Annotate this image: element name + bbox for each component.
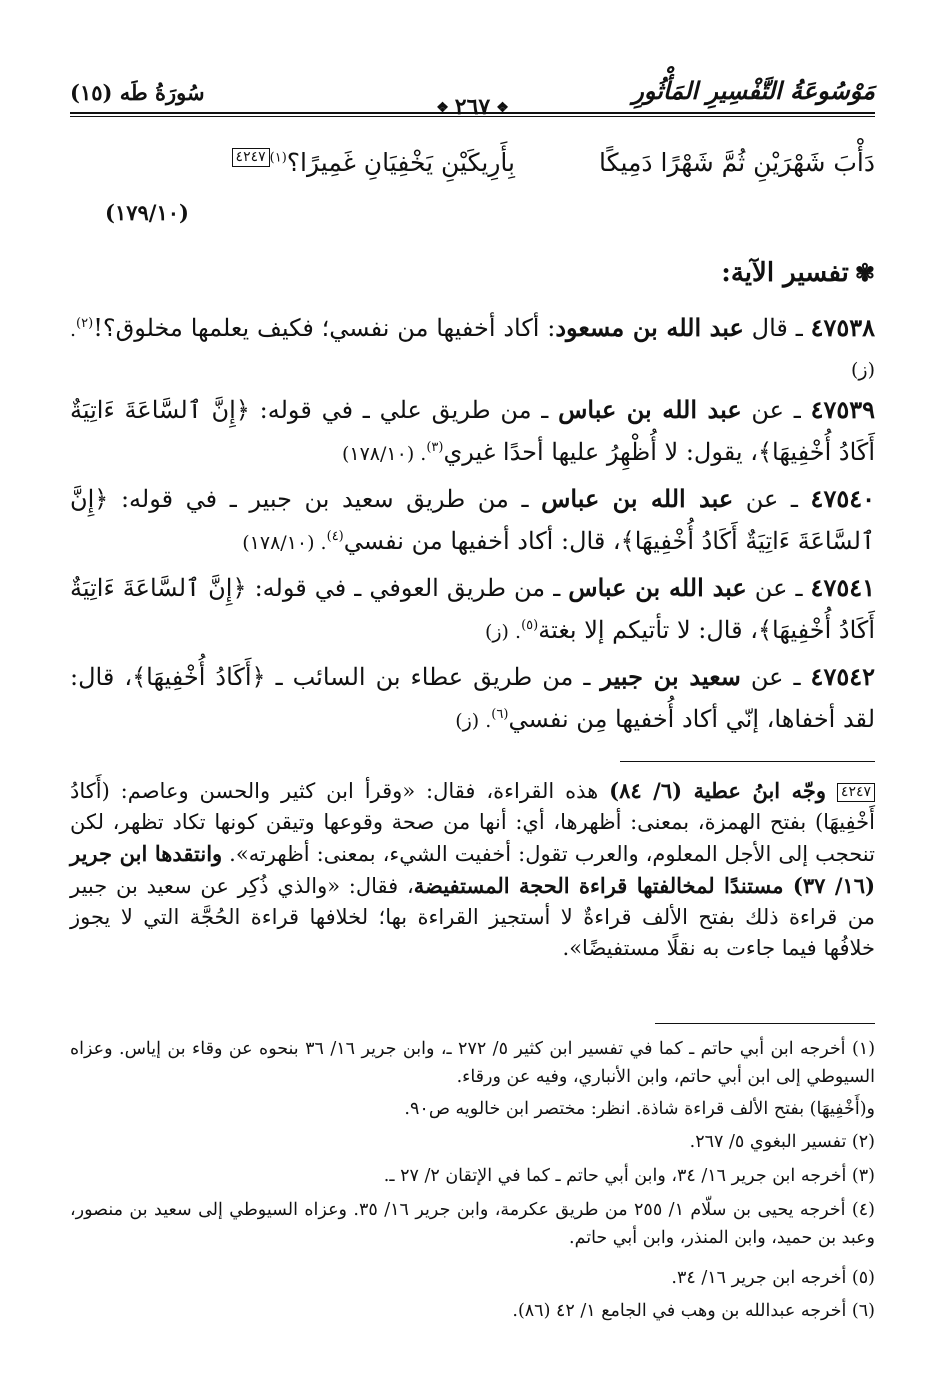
narration-ref: . (ز) [455,710,492,732]
footnote-marker: (٤) [326,529,344,544]
comment-ref-box: ٤٢٤٧ [232,148,270,167]
footnote-marker: (٥) [521,618,539,633]
ornament-icon: ❖ [496,100,509,116]
footnote-marker: (٢) [76,316,94,331]
footnote-1-cont: و(أَخْفِيهَا) بفتح الألف قراءة شاذة. انظر: مختصر ابن خالويه ص٩٠. [404,1099,875,1119]
narration-text: ـ قال [743,314,811,342]
narration-number: ٤٧٥٤٢ [810,662,875,691]
narration-text: ـ من طريق عطاء بن السائب ـ ﴿أَكَادُ أُخْفِيهَا﴾، قال: لقد أخفاها، إنّي أكاد أُخفيها مِن نفسي [70,663,875,733]
narration-ref: . (ز) [484,621,522,643]
narration-text: ـ من طريق علي ـ في قوله: ﴿إِنَّ ٱلسَّاعَةَ ءَاتِيَةٌ أَكَادُ أُخْفِيهَا﴾، يقول: لا أُظْهِرُ عليها أحدًا غيري [70,396,875,466]
narrator-name: عبد الله بن عباس [568,573,747,602]
footnote-1: (١) أخرجه ابن أبي حاتم ـ كما في تفسير ابن كثير ٥/ ٢٧٢ ـ، وابن جرير ١٦/ ٣٦ بنحوه عن وقاء بن إياس. وعزاه السيوطي إلى ابن أبي حاتم، وابن الأنباري، وفيه عن ورقاء. [70,1039,876,1087]
narrator-name: سعيد بن جبير [600,662,741,691]
footnote-4: (٤) أخرجه يحيى بن سلّام ١/ ٢٥٥ من طريق عكرمة، وابن جرير ١٦/ ٣٥. وعزاه السيوطي إلى سعيد بن منصور، وعبد بن حميد، وابن المنذر، وابن أبي حاتم. [70,1200,875,1248]
commentary-text: هذه القراءة، فقال: «وقرأ ابن كثير والحسن وعاصم: (أَكادُ أَخْفِيهَا) بفتح الهمزة، بمعنى: أظهرها، أي: أنها من صحة وقوعها وتيقن كونها تكاد تظهر، لكن تنحجب إلى الأجل المعلوم، والعرب تقول: أخفيت الشيء، بمعنى: أظهرته». [70,779,875,866]
hemistich-left [232,148,515,177]
header-rule-thin [70,116,875,117]
narration-text: ـ عن [740,663,811,691]
narration-text: ـ عن [733,485,811,513]
narration-ref: . (ز) [70,319,875,381]
narration-number: ٤٧٥٤١ [810,573,875,602]
narration-number: ٤٧٥٣٩ [810,395,876,424]
narration-47540 [70,480,875,562]
narration-text: ـ من طريق سعيد بن جبير ـ في قوله: ﴿إِنَّ ٱلسَّاعَةَ ءَاتِيَةٌ أَكَادُ أُخْفِيهَا﴾، قال: أكاد أخفيها من نفسي [70,485,875,555]
header-rule [70,112,875,114]
section-divider [620,761,875,762]
narration-ref: . (١٧٨/١٠) [242,532,327,554]
narration-text: : أكاد أخفيها من نفسي؛ فكيف يعلمها مخلوق؟! [93,314,556,342]
surah-title: سُورَةُ طَه (١٥) [70,80,205,105]
narration-47538 [70,305,875,389]
poetry-verse [70,148,875,188]
series-title: مَوْسُوعَةُ التَّفْسِيرِ المَأْثُورِ [632,76,875,105]
narration-47541 [70,569,875,651]
commentary-lead: وجّه ابنُ عطية (٦/ ٨٤) [609,778,827,803]
volume-reference: (١٧٩/١٠) [105,200,189,225]
narration-47539 [70,391,875,473]
section-heading [721,258,875,288]
narration-47542 [70,658,875,740]
narration-number: ٤٧٥٣٨ [810,313,876,342]
footnote-3: (٣) أخرجه ابن جرير ١٦/ ٣٤، وابن أبي حاتم ـ كما في الإتقان ٢/ ٢٧ ـ. [383,1166,875,1186]
narration-text: ـ عن [746,574,811,602]
narration-ref: . (١٧٨/١٠) [341,443,427,465]
narrator-name: عبد الله بن عباس [541,484,734,513]
footnote-2: (٢) تفسير البغوي ٥/ ٢٦٧. [689,1132,875,1152]
narration-number: ٤٧٥٤٠ [810,484,875,513]
commentary-id-box: ٤٢٤٧ [837,783,875,802]
footnote-marker: (٦) [491,707,509,722]
footnote-5: (٥) أخرجه ابن جرير ١٦/ ٣٤. [671,1268,875,1288]
ornament-icon: ❖ [436,100,449,116]
page-number-text: ٢٦٧ [454,94,491,120]
footnote-6: (٦) أخرجه عبدالله بن وهب في الجامع ١/ ٤٢ (٨٦). [512,1301,875,1321]
flower-icon: ✾ [854,258,875,287]
section-heading-text: تفسير الآية: [721,258,849,288]
footnote-marker: (٣) [426,440,444,455]
narration-text: ـ عن [741,396,811,424]
commentary-text: ، فقال: «والذي ذُكِر عن سعيد بن جبير من قراءة ذلك بفتح الألف قراءةٌ لا أستجيز القراءة بها؛ لخلافها قراءة الحُجَّة التي لا يجوز خلافُها فيما جاءت به نقلًا مستفيضًا». [70,874,875,960]
hemistich-left-text: بِأَرِيكَيْنِ يَخْفِيَانِ غَمِيرًا؟ [286,148,515,177]
commentary-note [70,775,875,964]
footnote-marker: (١) [269,150,287,166]
hemistich-right: دَأْبَ شَهْرَيْنِ ثُمَّ شَهْرًا دَمِيكًا [599,148,875,177]
narrator-name: عبد الله بن عباس [558,395,742,424]
footnote-divider [655,1023,875,1024]
narration-text: ـ من طريق العوفي ـ في قوله: ﴿إِنَّ ٱلسَّاعَةَ ءَاتِيَةٌ أَكَادُ أُخْفِيهَا﴾، قال: لا تأتيكم إلا بغتة [70,574,875,644]
narrator-name: عبد الله بن مسعود [555,313,744,342]
running-header [70,74,875,120]
commentary-lead: وانتقدها ابن جرير (١٦/ ٣٧) مستندًا لمخالفتها قراءة الحجة المستفيضة [70,841,875,898]
